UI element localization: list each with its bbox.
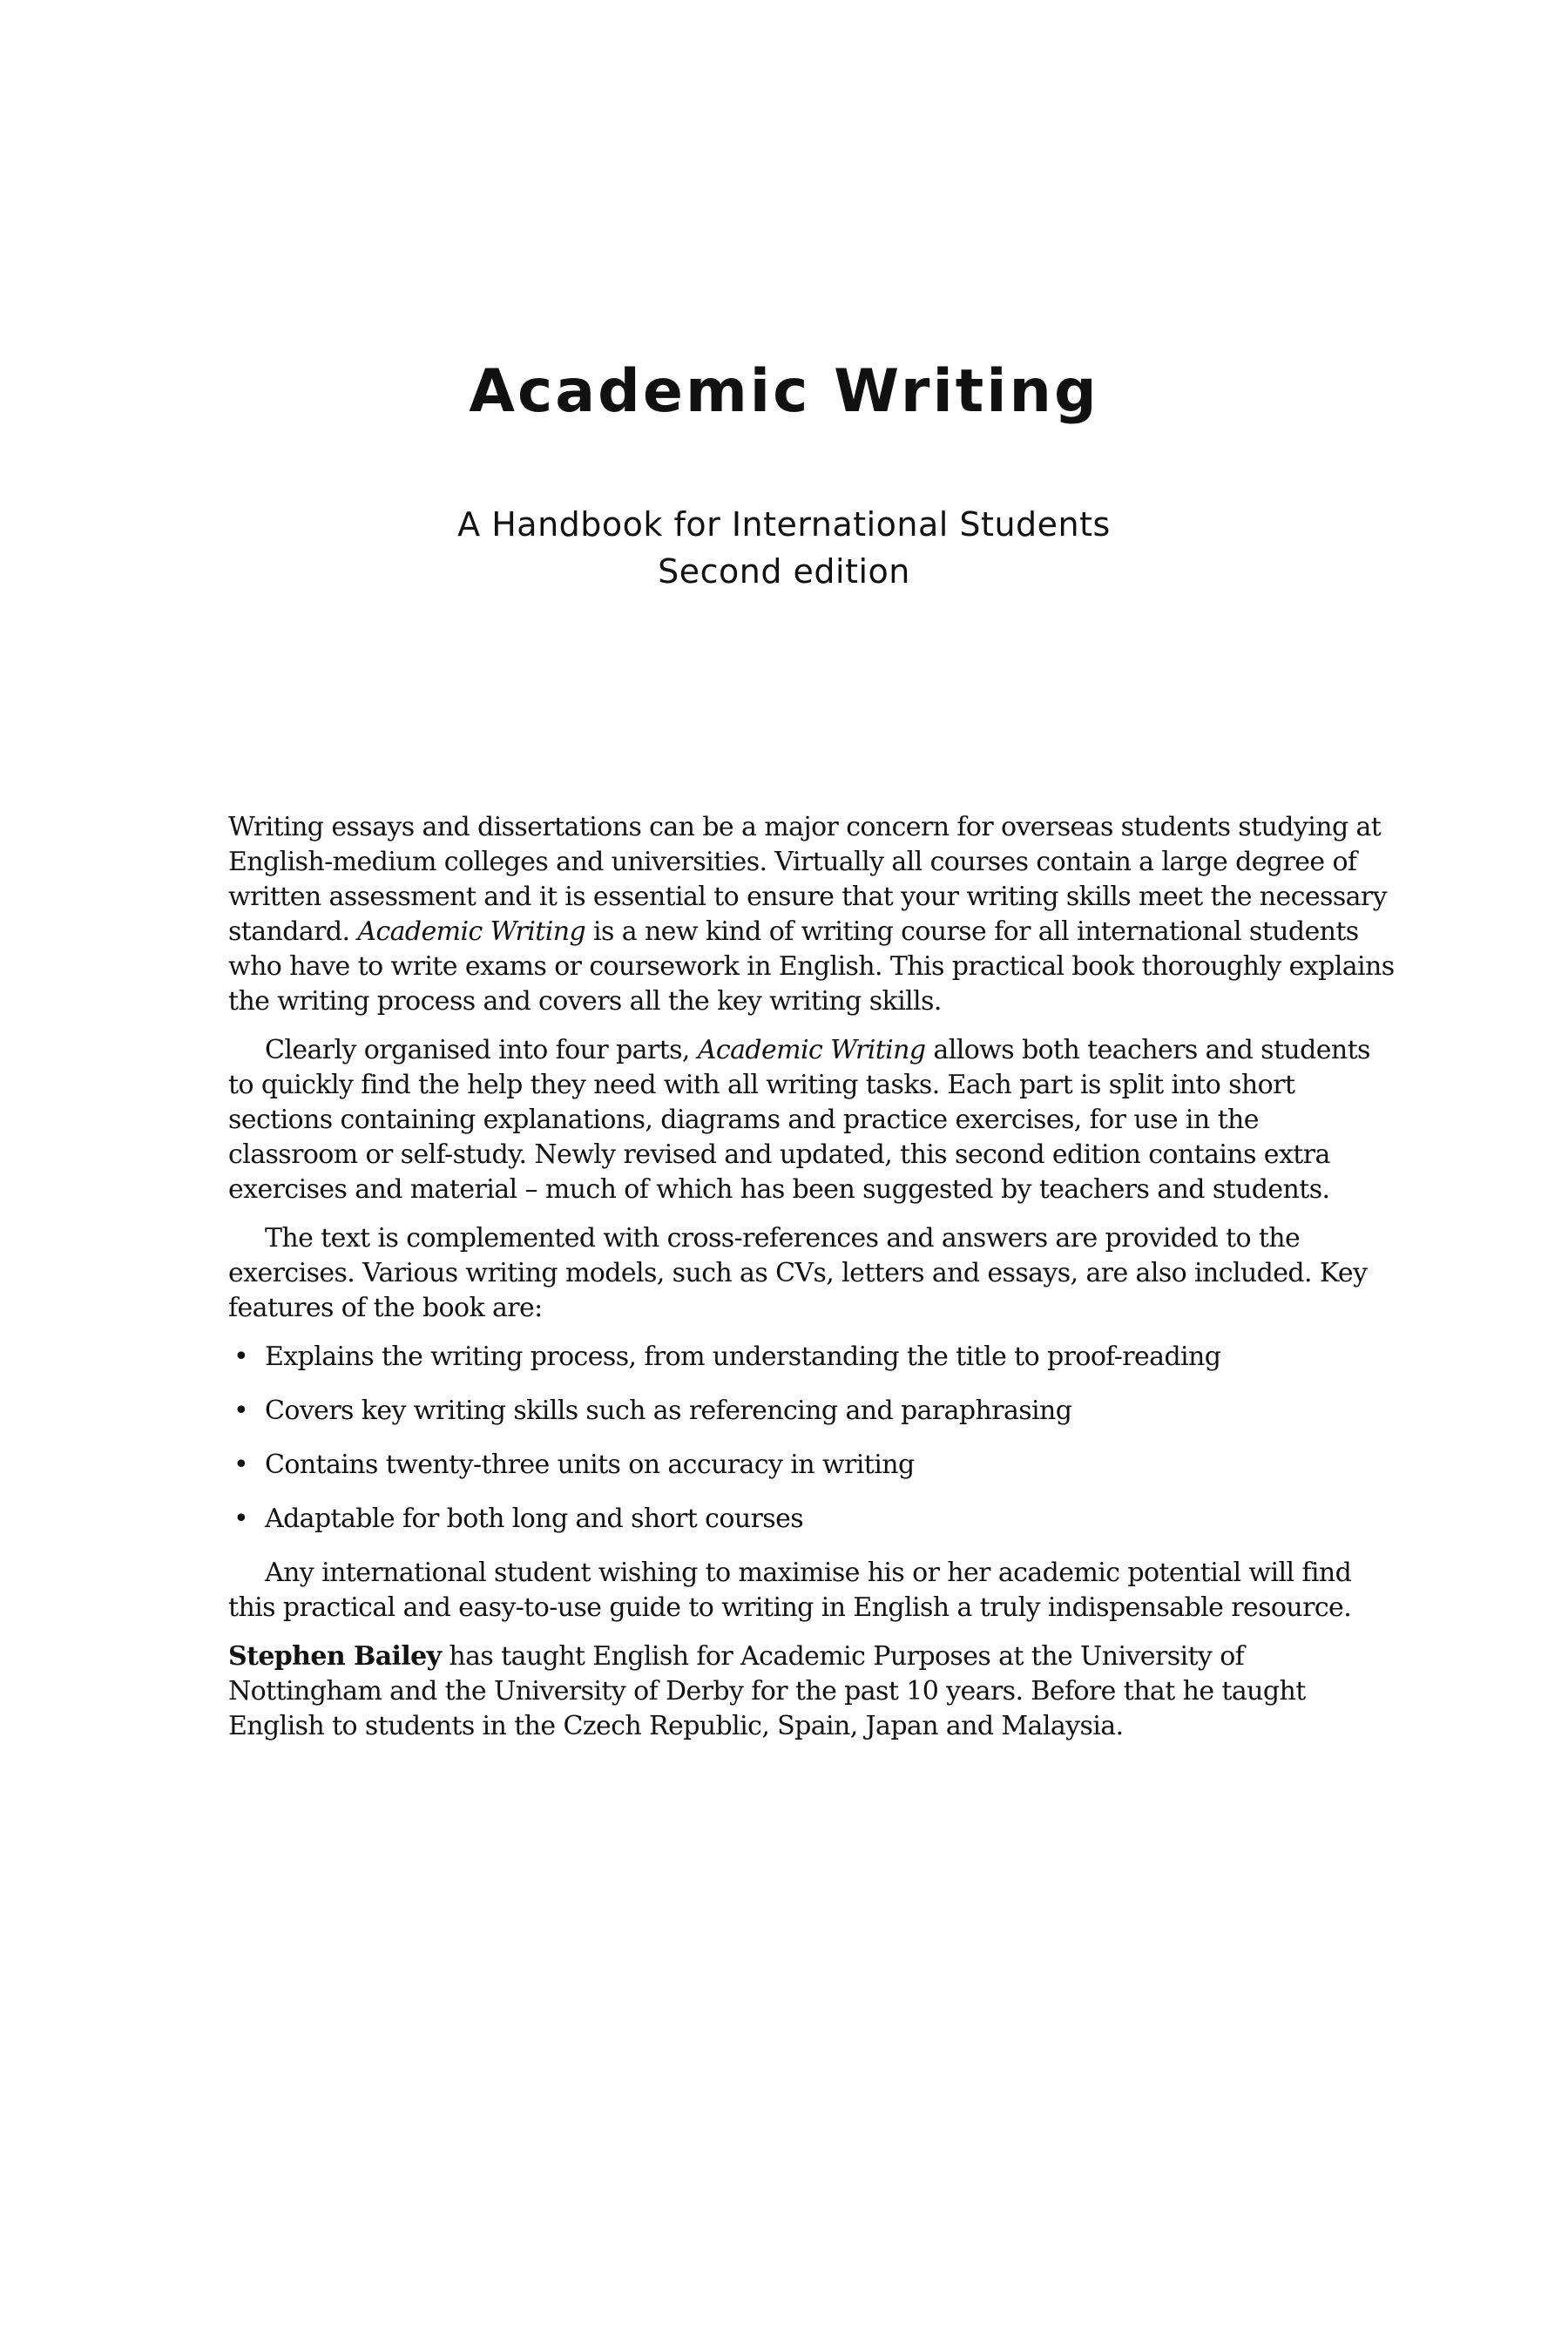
blurb bbox=[228, 810, 1396, 1758]
author-bio bbox=[228, 1639, 1396, 1744]
feature-list bbox=[228, 1340, 1396, 1537]
bullet-icon: • bbox=[233, 1504, 249, 1534]
list-item-text: Adaptable for both long and short courses bbox=[265, 1504, 804, 1534]
list-item bbox=[228, 1502, 1396, 1537]
bullet-icon: • bbox=[233, 1396, 249, 1426]
paragraph-structure bbox=[228, 1033, 1396, 1207]
paragraph-intro-end: is a new kind of writing course for all international students who have to write exams or coursework in English. This practical book thoroughly explains the writing process and covers all the key writing skills. bbox=[228, 916, 1395, 1017]
bullet-icon: • bbox=[233, 1342, 249, 1372]
paragraph-structure-start: Clearly organised into four parts, bbox=[265, 1035, 698, 1065]
author-bio-text: has taught English for Academic Purposes at the University of Nottingham and the University of Derby for the past 10 years. Before that he taught English to students in the Czech Republic, Spain, Japan and Malaysia. bbox=[228, 1641, 1306, 1741]
paragraph-conclusion: Any international student wishing to maximise his or her academic potential will find this practical and easy-to-use guide to writing in English a truly indispensable resource. bbox=[228, 1558, 1352, 1623]
book-title: Academic Writing bbox=[469, 357, 1099, 426]
author-name: Stephen Bailey bbox=[228, 1641, 442, 1672]
subtitle-line: A Handbook for International Students bbox=[457, 505, 1111, 544]
paragraph-intro bbox=[228, 810, 1396, 1019]
bullet-icon: • bbox=[233, 1450, 249, 1480]
paragraph-intro-text: Writing essays and dissertations can be a major concern for overseas students studying at English-medium colleges and universities. Virtually all courses contain a large degree of written assessment and it is essential to ensure that your writing skills meet the necessary standard. bbox=[228, 812, 1387, 947]
list-item-text: Covers key writing skills such as referencing and paraphrasing bbox=[265, 1396, 1072, 1426]
book-title-italic: Academic Writing bbox=[357, 916, 586, 947]
list-item bbox=[228, 1340, 1396, 1375]
paragraph-structure-end: allows both teachers and students to quickly find the help they need with all writing tasks. Each part is split into short sections containing explanations, diagrams and practice exercises, for use in the classroom or self-study. Newly revised and updated, this second edition contains extra exercises and material – much of which has been suggested by teachers and students. bbox=[228, 1035, 1370, 1205]
book-subtitle bbox=[0, 501, 1568, 595]
edition-line: Second edition bbox=[658, 552, 910, 591]
book-title-italic: Academic Writing bbox=[697, 1035, 926, 1065]
list-item bbox=[228, 1448, 1396, 1483]
paragraph-features: The text is complemented with cross-references and answers are provided to the exercises. Various writing models, such as CVs, letters and essays, are also included. Key features of the book are: bbox=[228, 1223, 1368, 1323]
list-item-text: Contains twenty-three units on accuracy in writing bbox=[265, 1450, 915, 1480]
list-item bbox=[228, 1394, 1396, 1429]
list-item-text: Explains the writing process, from understanding the title to proof-reading bbox=[265, 1342, 1221, 1372]
